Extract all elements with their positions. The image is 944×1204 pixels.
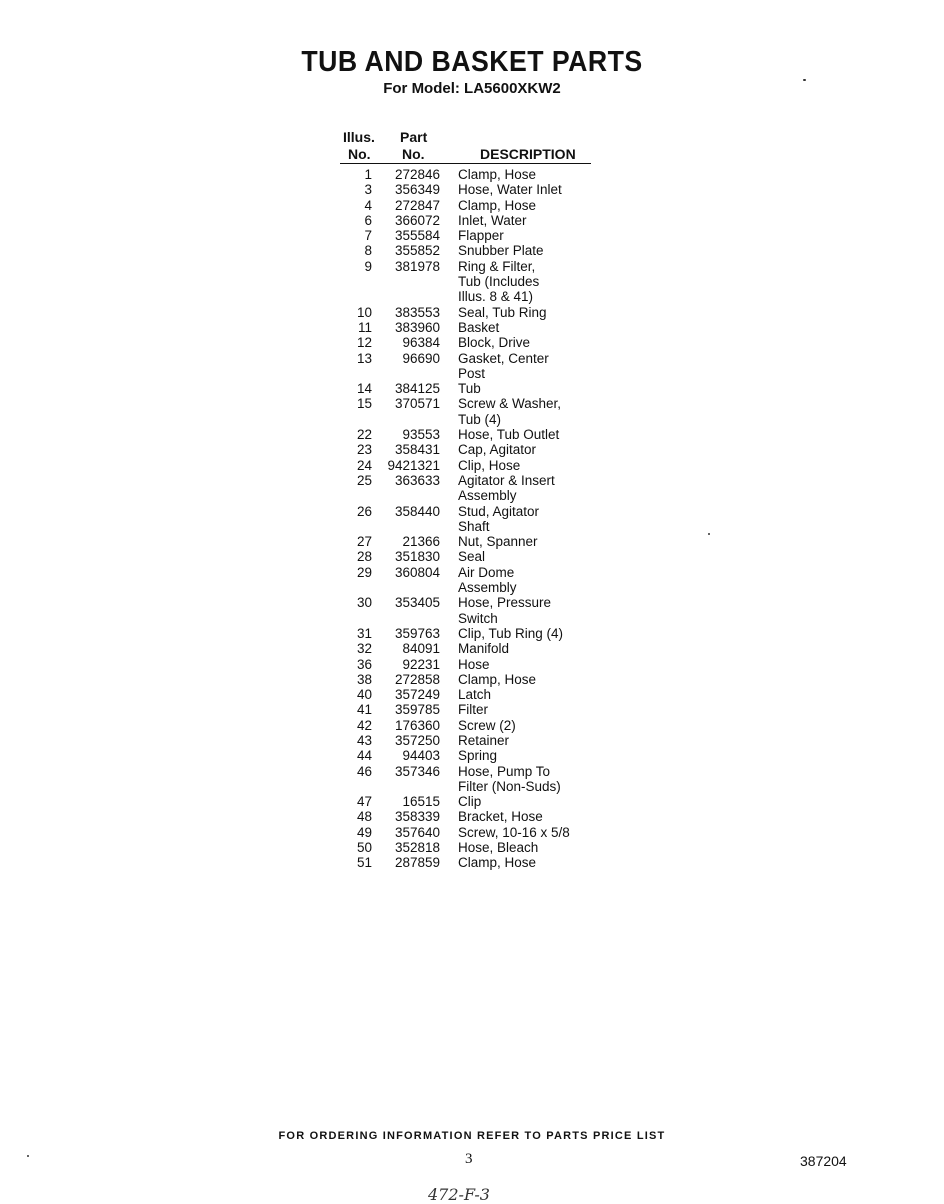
part-description bbox=[440, 381, 610, 396]
part-description bbox=[440, 167, 610, 182]
description-line: Clamp, Hose bbox=[458, 167, 537, 182]
illus-number: 4 bbox=[364, 197, 372, 213]
table-row bbox=[340, 458, 610, 473]
part-number: 356349 bbox=[394, 182, 440, 198]
part-description bbox=[440, 794, 610, 809]
description-line: Assembly bbox=[458, 488, 517, 504]
description-line: Illus. 8 & 41) bbox=[458, 289, 534, 305]
part-description bbox=[440, 657, 610, 672]
description-line: Screw & Washer, bbox=[458, 396, 562, 412]
header-divider bbox=[340, 163, 591, 164]
illus-number: 50 bbox=[356, 840, 372, 856]
part-description bbox=[440, 764, 610, 795]
part-number: 92231 bbox=[402, 656, 440, 672]
part-description bbox=[440, 427, 610, 442]
description-line: Clip bbox=[458, 794, 482, 810]
page-title: TUB AND BASKET PARTS bbox=[301, 46, 643, 78]
table-row bbox=[340, 427, 610, 442]
page-number: 3 bbox=[465, 1151, 473, 1167]
part-description bbox=[440, 442, 610, 457]
illus-number: 15 bbox=[356, 396, 372, 412]
part-description bbox=[440, 595, 610, 626]
part-description bbox=[440, 473, 610, 504]
illus-number: 46 bbox=[356, 763, 372, 779]
ordering-footer: FOR ORDERING INFORMATION REFER TO PARTS PRICE LIST bbox=[278, 1130, 666, 1142]
part-description bbox=[440, 198, 610, 213]
illus-number: 31 bbox=[356, 625, 372, 641]
illus-number: 41 bbox=[356, 702, 372, 718]
illus-number: 36 bbox=[356, 656, 372, 672]
illus-number: 40 bbox=[356, 687, 372, 703]
illus-number: 28 bbox=[356, 549, 372, 565]
table-row bbox=[340, 243, 610, 258]
illus-number: 8 bbox=[364, 243, 372, 259]
part-number: 381978 bbox=[394, 258, 440, 274]
part-description bbox=[440, 718, 610, 733]
table-row bbox=[340, 351, 610, 382]
description-line: Seal, Tub Ring bbox=[458, 304, 547, 320]
table-row bbox=[340, 396, 610, 427]
part-description bbox=[440, 626, 610, 641]
description-line: Spring bbox=[458, 748, 498, 764]
part-description bbox=[440, 213, 610, 228]
header-illus-no: No. bbox=[348, 146, 371, 162]
part-number: 355584 bbox=[394, 228, 440, 244]
description-line: Hose, Bleach bbox=[458, 840, 539, 856]
part-description bbox=[440, 243, 610, 258]
part-number: 358339 bbox=[394, 809, 440, 825]
table-row bbox=[340, 672, 610, 687]
table-row bbox=[340, 549, 610, 564]
part-number: 358431 bbox=[394, 442, 440, 458]
illus-number: 24 bbox=[356, 457, 372, 473]
description-line: Clamp, Hose bbox=[458, 855, 537, 871]
table-row bbox=[340, 473, 610, 504]
part-number: 84091 bbox=[402, 641, 440, 657]
illus-number: 44 bbox=[356, 748, 372, 764]
table-row bbox=[340, 167, 610, 182]
part-description bbox=[440, 228, 610, 243]
scan-speck bbox=[27, 1155, 29, 1157]
illus-number: 13 bbox=[356, 350, 372, 366]
illus-number: 25 bbox=[356, 472, 372, 488]
part-description bbox=[440, 504, 610, 535]
illus-number: 10 bbox=[356, 304, 372, 320]
table-row bbox=[340, 641, 610, 656]
table-row bbox=[340, 182, 610, 197]
description-line: Filter bbox=[458, 702, 488, 718]
description-line: Snubber Plate bbox=[458, 243, 544, 259]
description-line: Tub bbox=[458, 381, 481, 397]
description-line: Hose, Tub Outlet bbox=[458, 427, 560, 443]
part-number: 360804 bbox=[394, 564, 440, 580]
illus-number: 7 bbox=[364, 228, 372, 244]
part-number: 353405 bbox=[394, 595, 440, 611]
header-illus: Illus. bbox=[343, 129, 375, 145]
part-number: 93553 bbox=[402, 427, 440, 443]
description-line: Cap, Agitator bbox=[458, 442, 537, 458]
description-line: Gasket, Center bbox=[458, 350, 549, 366]
description-line: Retainer bbox=[458, 732, 510, 748]
illus-number: 1 bbox=[364, 167, 372, 182]
description-line: Nut, Spanner bbox=[458, 534, 538, 550]
illus-number: 42 bbox=[356, 717, 372, 733]
table-row bbox=[340, 305, 610, 320]
handwritten-note: 472-F-3 bbox=[428, 1185, 490, 1204]
description-line: Screw (2) bbox=[458, 717, 516, 733]
part-number: 352818 bbox=[394, 840, 440, 856]
table-row bbox=[340, 320, 610, 335]
header-description: DESCRIPTION bbox=[480, 146, 576, 162]
description-line: Agitator & Insert bbox=[458, 472, 555, 488]
illus-number: 12 bbox=[356, 335, 372, 351]
illus-number: 29 bbox=[356, 564, 372, 580]
description-line: Block, Drive bbox=[458, 335, 531, 351]
part-number: 370571 bbox=[394, 396, 440, 412]
description-line: Hose, Pump To bbox=[458, 763, 551, 779]
part-description bbox=[440, 687, 610, 702]
description-line: Latch bbox=[458, 687, 492, 703]
part-number: 357346 bbox=[394, 763, 440, 779]
part-number: 9421321 bbox=[387, 457, 440, 473]
part-number: 16515 bbox=[402, 794, 440, 810]
part-number: 351830 bbox=[394, 549, 440, 565]
illus-number: 22 bbox=[356, 427, 372, 443]
part-description bbox=[440, 840, 610, 855]
part-number: 357640 bbox=[394, 824, 440, 840]
table-row bbox=[340, 213, 610, 228]
part-number: 363633 bbox=[394, 472, 440, 488]
part-number: 366072 bbox=[394, 212, 440, 228]
description-line: Shaft bbox=[458, 518, 490, 534]
description-line: Ring & Filter, bbox=[458, 258, 536, 274]
illus-number: 27 bbox=[356, 534, 372, 550]
table-row bbox=[340, 534, 610, 549]
illus-number: 49 bbox=[356, 824, 372, 840]
illus-number: 43 bbox=[356, 732, 372, 748]
description-line: Clamp, Hose bbox=[458, 197, 537, 213]
table-row bbox=[340, 381, 610, 396]
illus-number: 14 bbox=[356, 381, 372, 397]
description-line: Screw, 10-16 x 5/8 bbox=[458, 824, 570, 840]
part-description bbox=[440, 748, 610, 763]
part-description bbox=[440, 672, 610, 687]
table-row bbox=[340, 259, 610, 305]
part-number: 384125 bbox=[394, 381, 440, 397]
illus-number: 38 bbox=[356, 671, 372, 687]
table-row bbox=[340, 565, 610, 596]
table-row bbox=[340, 626, 610, 641]
illus-number: 32 bbox=[356, 641, 372, 657]
illus-number: 30 bbox=[356, 595, 372, 611]
description-line: Air Dome bbox=[458, 564, 515, 580]
table-row bbox=[340, 825, 610, 840]
header-part-no: No. bbox=[402, 146, 425, 162]
table-row bbox=[340, 718, 610, 733]
illus-number: 48 bbox=[356, 809, 372, 825]
description-line: Bracket, Hose bbox=[458, 809, 543, 825]
description-line: Clip, Tub Ring (4) bbox=[458, 625, 564, 641]
part-number: 358440 bbox=[394, 503, 440, 519]
part-number: 96384 bbox=[402, 335, 440, 351]
table-row bbox=[340, 855, 610, 870]
part-number: 355852 bbox=[394, 243, 440, 259]
part-description bbox=[440, 534, 610, 549]
part-number: 357249 bbox=[394, 687, 440, 703]
part-number: 383553 bbox=[394, 304, 440, 320]
table-row bbox=[340, 687, 610, 702]
description-line: Post bbox=[458, 365, 486, 381]
table-row bbox=[340, 228, 610, 243]
table-row bbox=[340, 840, 610, 855]
description-line: Basket bbox=[458, 319, 500, 335]
part-description bbox=[440, 549, 610, 564]
description-line: Filter (Non-Suds) bbox=[458, 778, 561, 794]
table-row bbox=[340, 595, 610, 626]
part-number: 96690 bbox=[402, 350, 440, 366]
table-row bbox=[340, 809, 610, 824]
part-number: 94403 bbox=[402, 748, 440, 764]
illus-number: 6 bbox=[364, 212, 372, 228]
table-row bbox=[340, 504, 610, 535]
description-line: Hose bbox=[458, 656, 490, 672]
part-description bbox=[440, 396, 610, 427]
description-line: Hose, Water Inlet bbox=[458, 182, 562, 198]
description-line: Hose, Pressure bbox=[458, 595, 552, 611]
illus-number: 26 bbox=[356, 503, 372, 519]
part-description bbox=[440, 825, 610, 840]
table-row bbox=[340, 794, 610, 809]
description-line: Inlet, Water bbox=[458, 212, 527, 228]
description-line: Switch bbox=[458, 610, 498, 626]
part-number: 176360 bbox=[394, 717, 440, 733]
table-row bbox=[340, 335, 610, 350]
description-line: Tub (4) bbox=[458, 411, 502, 427]
table-row bbox=[340, 764, 610, 795]
illus-number: 11 bbox=[357, 319, 372, 335]
part-description bbox=[440, 855, 610, 870]
part-description bbox=[440, 733, 610, 748]
scan-speck bbox=[708, 533, 710, 535]
description-line: Seal bbox=[458, 549, 486, 565]
part-number: 359763 bbox=[394, 625, 440, 641]
illus-number: 23 bbox=[356, 442, 372, 458]
description-line: Clip, Hose bbox=[458, 457, 521, 473]
part-description bbox=[440, 641, 610, 656]
part-number: 272846 bbox=[394, 167, 440, 182]
illus-number: 47 bbox=[356, 794, 372, 810]
description-line: Tub (Includes bbox=[458, 274, 540, 290]
part-number: 272847 bbox=[394, 197, 440, 213]
part-description bbox=[440, 335, 610, 350]
description-line: Manifold bbox=[458, 641, 510, 657]
part-description bbox=[440, 458, 610, 473]
illus-number: 3 bbox=[364, 182, 372, 198]
scan-speck bbox=[803, 79, 806, 81]
document-number: 387204 bbox=[800, 1153, 847, 1169]
part-number: 357250 bbox=[394, 732, 440, 748]
part-number: 359785 bbox=[394, 702, 440, 718]
parts-table bbox=[340, 167, 610, 871]
table-row bbox=[340, 198, 610, 213]
part-description bbox=[440, 305, 610, 320]
illus-number: 51 bbox=[356, 855, 372, 871]
table-row bbox=[340, 748, 610, 763]
part-description bbox=[440, 565, 610, 596]
model-subtitle: For Model: LA5600XKW2 bbox=[383, 80, 561, 97]
description-line: Stud, Agitator bbox=[458, 503, 540, 519]
table-row bbox=[340, 733, 610, 748]
part-number: 272858 bbox=[394, 671, 440, 687]
header-part: Part bbox=[400, 129, 428, 145]
part-number: 383960 bbox=[394, 319, 440, 335]
table-row bbox=[340, 657, 610, 672]
description-line: Flapper bbox=[458, 228, 504, 244]
part-description bbox=[440, 351, 610, 382]
table-row bbox=[340, 442, 610, 457]
illus-number: 9 bbox=[364, 258, 372, 274]
part-description bbox=[440, 702, 610, 717]
part-description bbox=[440, 809, 610, 824]
table-row bbox=[340, 702, 610, 717]
part-number: 287859 bbox=[394, 855, 440, 871]
part-description bbox=[440, 320, 610, 335]
description-line: Clamp, Hose bbox=[458, 671, 537, 687]
part-description bbox=[440, 182, 610, 197]
description-line: Assembly bbox=[458, 580, 517, 596]
part-description bbox=[440, 259, 610, 305]
part-number: 21366 bbox=[402, 534, 440, 550]
